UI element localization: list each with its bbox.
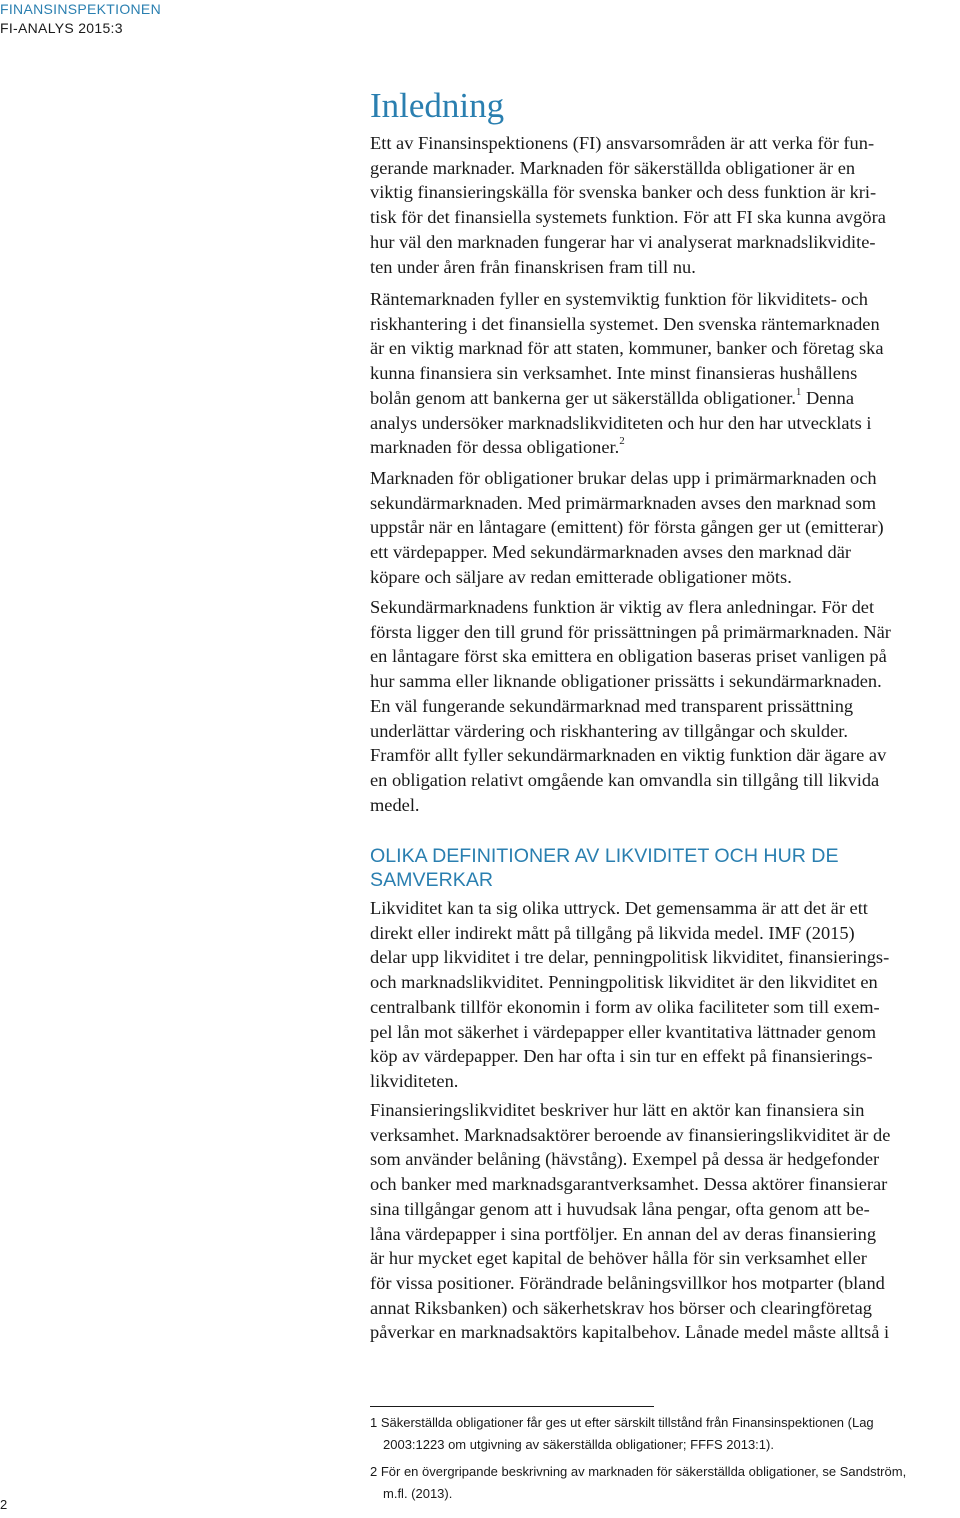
text-line: centralbank tillför ekonomin i form av olika faciliteter som till exem- — [370, 996, 880, 1017]
text-line: Likviditet kan ta sig olika uttryck. Det gemensamma är att det är ett — [370, 898, 868, 918]
text-line — [370, 386, 958, 411]
section-heading: OLIKA DEFINITIONER AV LIKVIDITET OCH HUR DE SAMVERKAR — [370, 845, 839, 891]
text-line: direkt eller indirekt mått på tillgång på likvida medel. IMF (2015) — [370, 922, 855, 943]
text-line — [370, 435, 958, 460]
text-line: sekundärmarknaden. Med primärmarknaden avses den marknad som — [370, 492, 877, 513]
text-line: köp av värdepapper. Den har ofta i sin tur en effekt på finansierings- — [370, 1046, 873, 1067]
page-number: 2 — [0, 1497, 8, 1512]
text-line: och banker med marknadsgarantverksamhet. Dessa aktörer finansierar — [370, 1174, 888, 1195]
text-line: Marknaden för obligationer brukar delas upp i primärmarknaden och — [370, 468, 877, 488]
text-line: påverkar en marknadsaktörs kapitalbehov. Lånade medel måste alltså i — [370, 1322, 890, 1343]
text-line: hur samma eller liknande obligationer prissätts i sekundärmarknaden. — [370, 671, 882, 692]
text-segment: marknaden för dessa obligationer. — [370, 437, 620, 458]
text-line: underlättar värdering och riskhantering av tillgångar och skulder. — [370, 720, 848, 741]
text-line: ten under åren från finanskrisen fram till nu. — [370, 256, 696, 277]
text-line: Sekundärmarknadens funktion är viktig av flera anledningar. För det — [370, 597, 875, 617]
footnote-text: 1 Säkerställda obligationer får ges ut efter särskilt tillstånd från Finansinspektionen (Lag — [370, 1415, 874, 1430]
footnote-1 — [370, 1412, 960, 1455]
footnote-text: 2003:1223 om utgivning av säkerställda obligationer; FFFS 2013:1). — [383, 1436, 774, 1452]
text-line: analys undersöker marknadslikviditeten och hur den har utvecklats i — [370, 412, 872, 433]
text-line: som använder belåning (hävstång). Exempel på dessa är hedgefonder — [370, 1149, 880, 1170]
footnote-divider — [370, 1406, 654, 1407]
text-line: för vissa positioner. Förändrade belåningsvillkor hos motparter (bland — [370, 1272, 885, 1293]
text-segment: bolån genom att bankerna ger ut säkerställda obligationer. — [370, 387, 796, 408]
text-line: en låntagare först ska emittera en obligation baseras priset vanligen på — [370, 646, 887, 667]
text-line: uppstår när en låntagare (emittent) för första gången ger ut (emitterar) — [370, 517, 884, 538]
report-id: FI-ANALYS 2015:3 — [0, 20, 123, 36]
text-line: ett värdepapper. Med sekundärmarknaden avses den marknad där — [370, 542, 852, 563]
brand-label: FINANSINSPEKTIONEN — [0, 1, 161, 17]
text-line: köpare och säljare av redan emitterade obligationer möts. — [370, 566, 792, 587]
footnote-ref-1[interactable]: 1 — [795, 385, 802, 398]
text-line: pel lån mot säkerhet i värdepapper eller kvantitativa lättnader genom — [370, 1021, 877, 1042]
text-line: viktig finansieringskälla för svenska banker och dess funktion är kri- — [370, 182, 877, 203]
text-line: verksamhet. Marknadsaktörer beroende av finansieringslikviditet är de — [370, 1124, 891, 1145]
text-line: Framför allt fyller sekundärmarknaden en viktig funktion där ägare av — [370, 745, 887, 766]
text-line: Finansieringslikviditet beskriver hur lätt en aktör kan finansiera sin — [370, 1100, 865, 1120]
footnote-text: 2 För en övergripande beskrivning av marknaden för säkerställda obligationer, se Sandström, — [370, 1464, 907, 1479]
text-line: hur väl den marknaden fungerar har vi analyserat marknadslikviditе- — [370, 231, 876, 252]
section-paragraph-2 — [370, 1098, 958, 1345]
text-line: är en viktig marknad för att staten, kommuner, banker och företag ska — [370, 338, 884, 359]
footnote-ref-2[interactable]: 2 — [619, 435, 625, 448]
intro-paragraph-1 — [370, 131, 958, 279]
text-line: Räntemarknaden fyller en systemviktig funktion för likviditets- och — [370, 289, 868, 309]
intro-paragraph-2 — [370, 287, 958, 460]
text-segment: Denna — [801, 387, 855, 408]
text-line: medel. — [370, 794, 420, 815]
intro-paragraph-3 — [370, 466, 958, 590]
page-header — [0, 0, 161, 38]
text-line: sina tillgångar genom att i huvudsak låna pengar, ofta genom att be- — [370, 1198, 870, 1219]
text-line: annat Riksbanken) och säkerhetskrav hos börser och clearingföretag — [370, 1297, 872, 1318]
footnote-text: m.fl. (2013). — [383, 1485, 453, 1501]
page-title: Inledning — [370, 86, 505, 125]
text-line: likviditeten. — [370, 1070, 459, 1091]
text-line: Ett av Finansinspektionens (FI) ansvarsområden är att verka för fun- — [370, 133, 875, 153]
text-line: gerande marknader. Marknaden för säkerställda obligationer är en — [370, 157, 856, 178]
footnotes — [370, 1412, 960, 1510]
intro-paragraph-4 — [370, 595, 958, 817]
text-line: är hur mycket eget kapital de behöver hålla för sin verksamhet eller — [370, 1248, 867, 1269]
text-line: kunna finansiera sin verksamhet. Inte minst finansieras hushållens — [370, 363, 858, 384]
text-line: en obligation relativt omgående kan omvandla sin tillgång till likvida — [370, 769, 880, 790]
text-line: tisk för det finansiella systemets funktion. För att FI ska kunna avgöra — [370, 207, 886, 228]
text-line: riskhantering i det finansiella systemet. Den svenska räntemarknaden — [370, 313, 880, 334]
footnote-2 — [370, 1461, 960, 1504]
text-line: delar upp likviditet i tre delar, penningpolitisk likviditet, finansierings- — [370, 947, 890, 968]
text-line: En väl fungerande sekundärmarknad med transparent prissättning — [370, 695, 854, 716]
text-line: första ligger den till grund för prissättningen på primärmarknaden. När — [370, 621, 891, 642]
text-line: låna värdepapper i sina portföljer. En annan del av deras finansiering — [370, 1223, 877, 1244]
text-line: och marknadslikviditet. Penningpolitisk likviditet är den likviditet en — [370, 972, 878, 993]
section-paragraph-1 — [370, 896, 958, 1094]
